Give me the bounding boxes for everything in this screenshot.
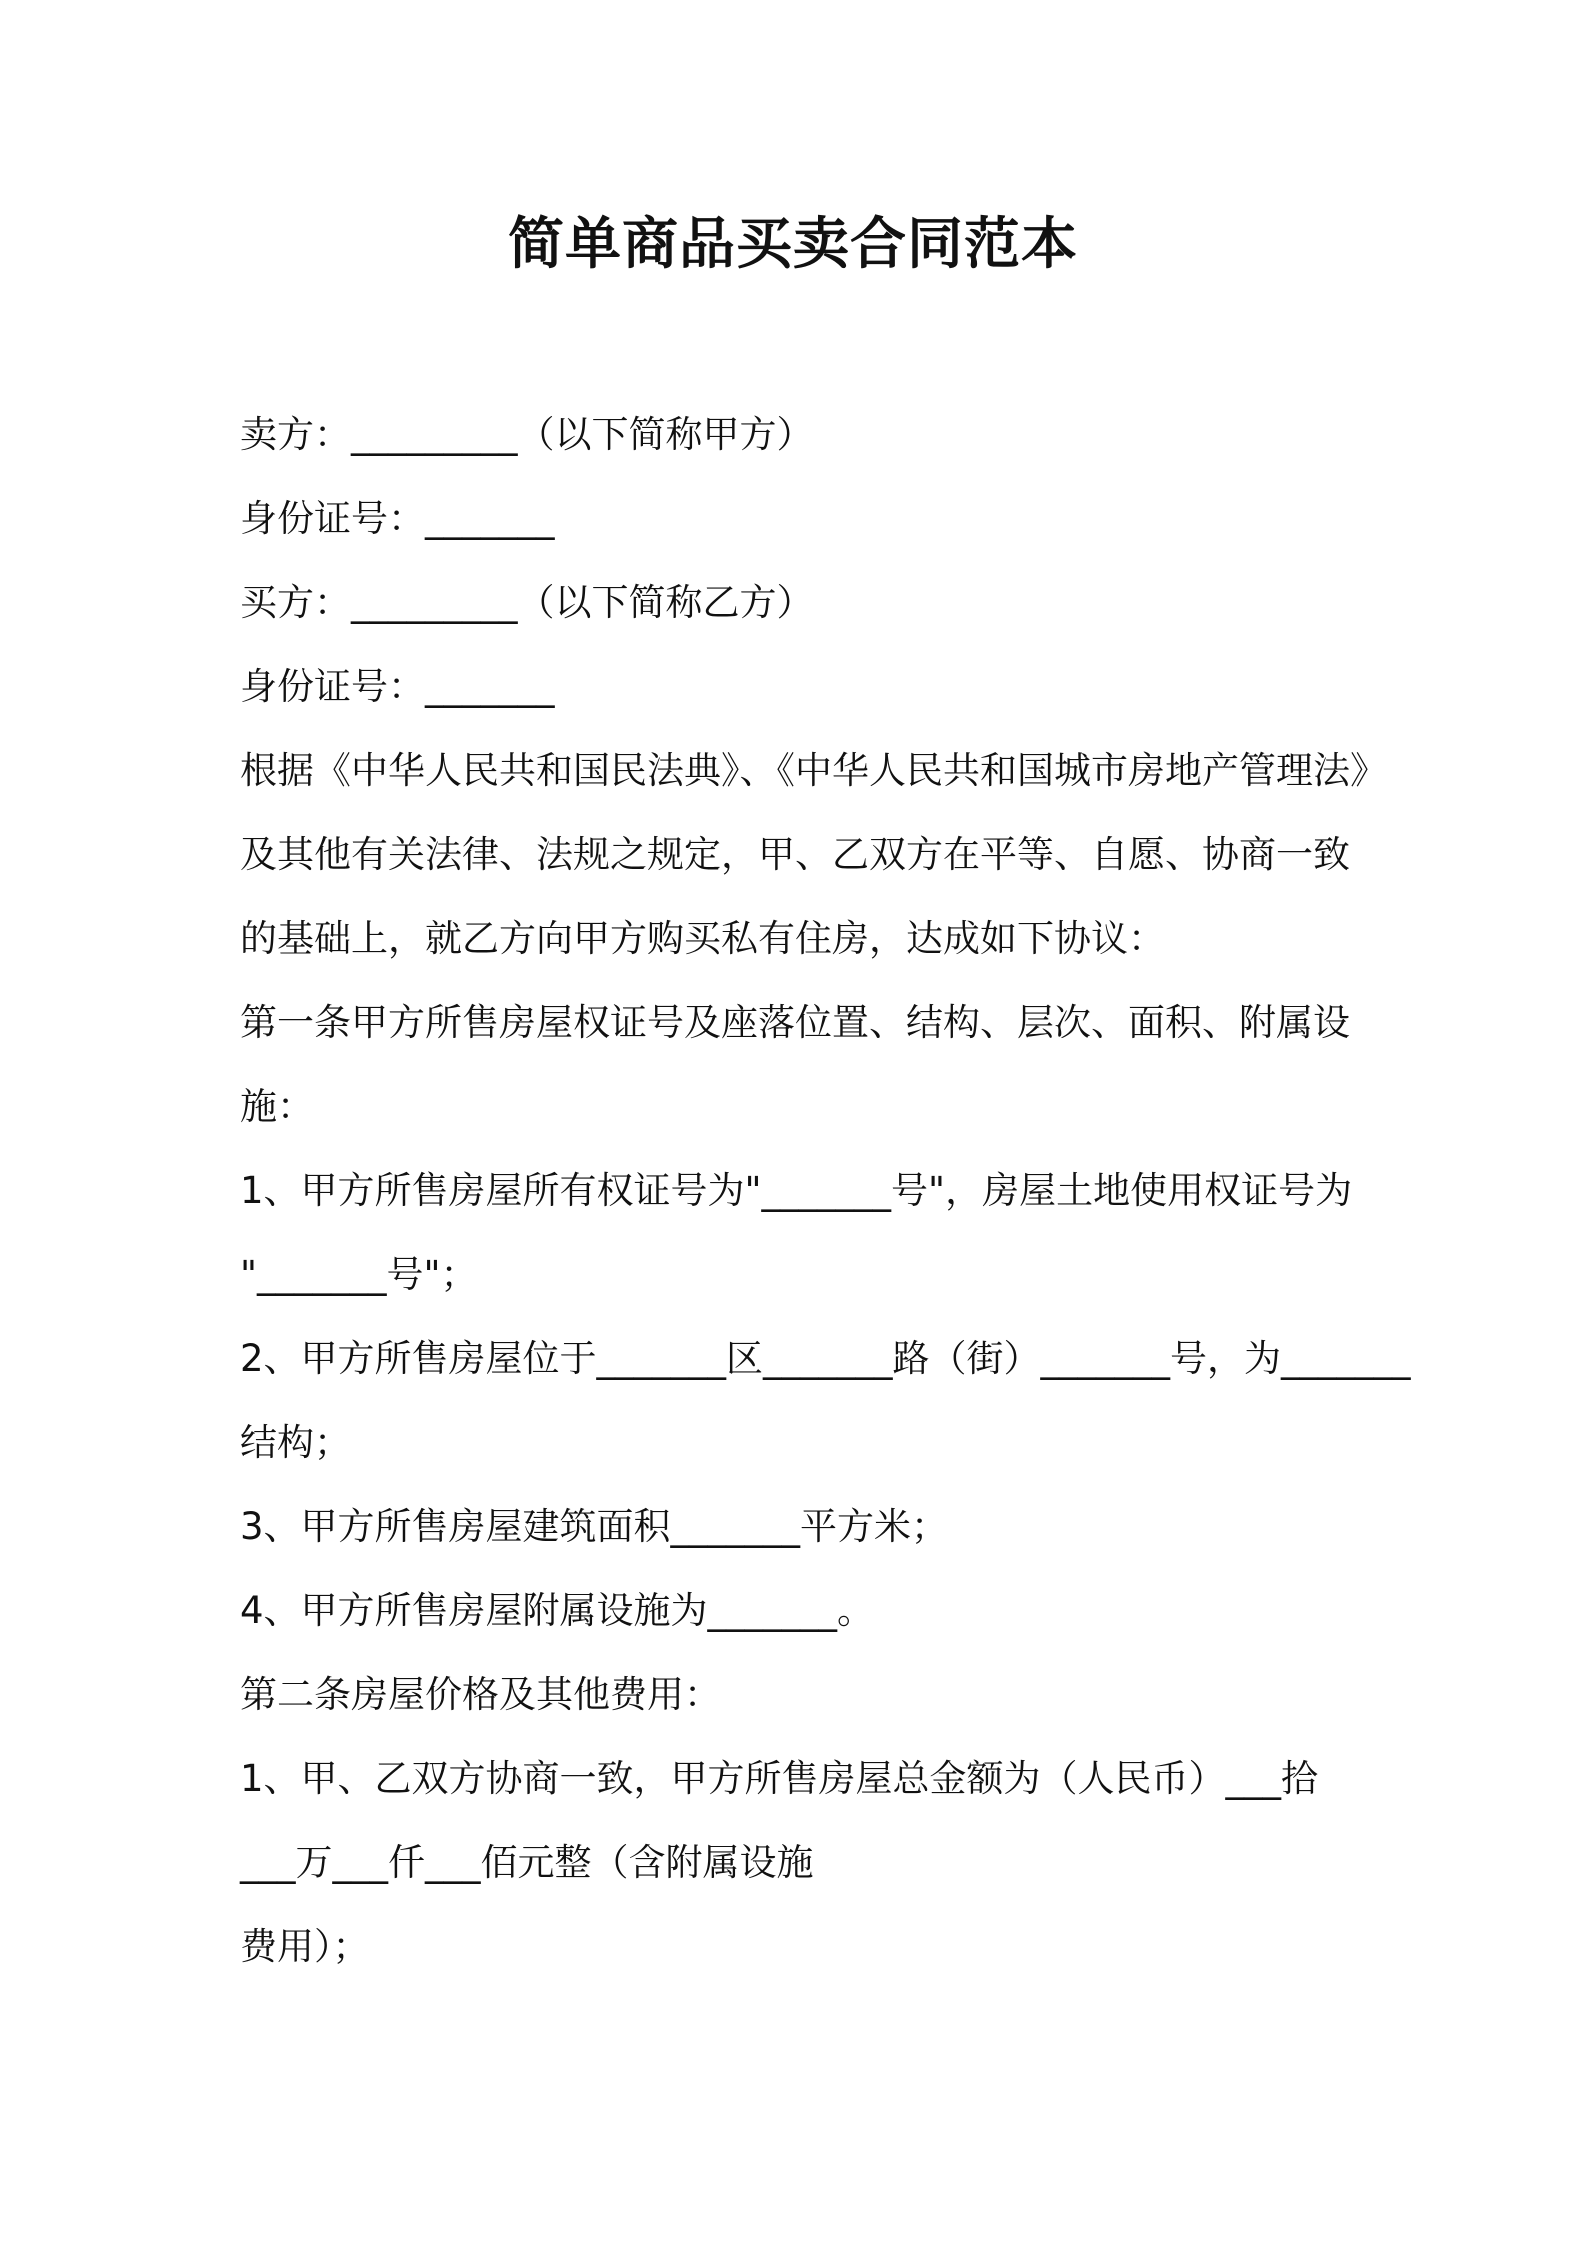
clause-1-2-line-2: 结构； (240, 1421, 351, 1464)
preamble-line-3: 的基础上，就乙方向甲方购买私有住房，达成如下协议： (240, 917, 1165, 960)
buyer-id-line: 身份证号：_______ (240, 665, 555, 708)
clause-1-2-line-1: 2、甲方所售房屋位于_______区_______路（街）_______号，为_______ (240, 1337, 1411, 1380)
preamble-line-1: 根据《中华人民共和国民法典》、《中华人民共和国城市房地产管理法》 (240, 749, 1387, 792)
clause-1-1-line-1: 1、甲方所售房屋所有权证号为"_______号"，房屋土地使用权证号为 (240, 1169, 1353, 1212)
clause-2-1-line-3: 费用）； (240, 1925, 370, 1968)
preamble-line-2: 及其他有关法律、法规之规定，甲、乙双方在平等、自愿、协商一致 (240, 833, 1350, 876)
buyer-line: 买方：_________（以下简称乙方） (240, 581, 814, 624)
seller-line: 卖方：_________（以下简称甲方） (240, 413, 814, 456)
clause-1-4: 4、甲方所售房屋附属设施为_______。 (240, 1589, 875, 1632)
clause-2-1-line-2: ___万___仟___佰元整（含附属设施 (240, 1841, 814, 1884)
clause-2-1-line-1: 1、甲、乙双方协商一致，甲方所售房屋总金额为（人民币）___拾 (240, 1757, 1319, 1800)
document-title: 简单商品买卖合同范本 (508, 212, 1078, 277)
article-1-heading-line-1: 第一条甲方所售房屋权证号及座落位置、结构、层次、面积、附属设 (240, 1001, 1350, 1044)
clause-1-1-line-2: "_______号"； (240, 1253, 478, 1296)
article-1-heading-line-2: 施： (240, 1085, 314, 1128)
clause-1-3: 3、甲方所售房屋建筑面积_______平方米； (240, 1505, 949, 1548)
article-2-heading: 第二条房屋价格及其他费用： (240, 1673, 721, 1716)
seller-id-line: 身份证号：_______ (240, 497, 555, 540)
